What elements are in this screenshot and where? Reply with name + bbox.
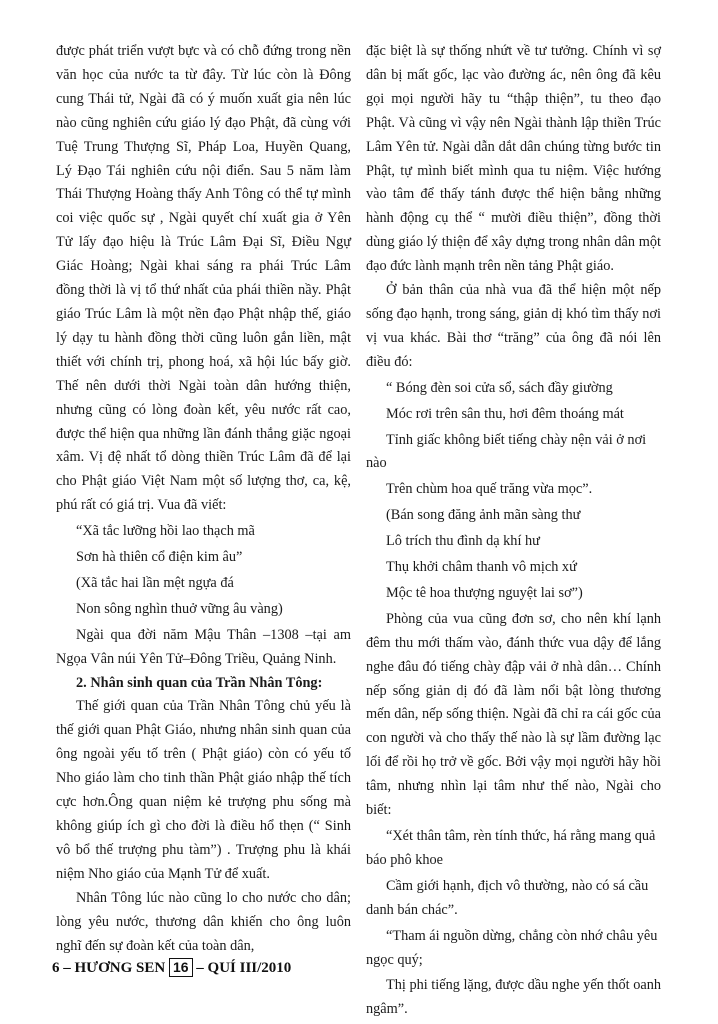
paragraph: Ngài qua đời năm Mậu Thân –1308 –tại am Ngọa Vân núi Yên Tử–Đông Triều, Quảng Ninh. — [56, 626, 351, 667]
verse-line: Tỉnh giấc không biết tiếng chày nện vải ở nơi nào — [366, 431, 647, 472]
footer-separator: – — [63, 960, 71, 976]
left-column — [56, 40, 351, 958]
verse-line: (Bán song đăng ảnh mãn sàng thư — [386, 507, 581, 524]
verse-line: “ Bóng đèn soi cửa sổ, sách đầy giường — [386, 379, 613, 396]
paragraph: đặc biệt là sự thống nhứt về tư tưởng. Chính vì sợ dân bị mất gốc, lạc vào đường ác, nên ông đã kêu gọi mọi người hãy tu “thập thiện”, tu theo đạo Phật. Và cũng vì vậy nên Ngài thành lập thiền Trúc Lâm Yên tử. Ngài dẫn dắt dân chúng từng bước tin Phật, tự mình biết mình qua tu niệm. Việc hướng vào tâm để thấy tánh được thể hiện bằng những hành động cụ thể “ mười điều thiện”, đồng thời dùng giáo lý thiện để xây dựng trong nhân dân một đạo đức lành mạnh trên nền tảng Phật giáo. — [366, 43, 661, 275]
section-heading: 2. Nhân sinh quan của Trần Nhân Tông: — [76, 674, 323, 691]
verse-line: Móc rơi trên sân thu, hơi đêm thoáng mát — [386, 405, 624, 422]
issue-number: 16 — [169, 958, 193, 977]
verse-line: Thụ khởi châm thanh vô mịch xứ — [386, 559, 577, 576]
paragraph: Thế giới quan của Trần Nhân Tông chủ yếu là thế giới quan Phật Giáo, nhưng nhân sinh quan của ông ngoài yếu tố trên ( Phật giáo) còn có yếu tố Nho giáo làm cho tinh thần Phật giáo nhập thế tích cực hơn.Ông quan niệm kẻ trượng phu sống mà không giúp ích gì cho đời là điều hổ thẹn (“ Sinh vô bổ thế trượng phu tàm”) . Trượng phu là khái niệm Nho giáo của Mạnh Tử để xuất. — [56, 698, 351, 882]
page-footer — [52, 958, 291, 978]
verse-line: Lô trích thu đình dạ khí hư — [386, 533, 540, 550]
page-number: 6 — [52, 960, 60, 976]
paragraph: Ở bản thân của nhà vua đã thể hiện một nếp sống đạo hạnh, trong sáng, giản dị khó tìm thấy nơi vị vua khác. Bài thơ “trăng” của ông đã nói lên điều đó: — [366, 282, 661, 370]
verse-line: Cầm giới hạnh, địch vô thường, nào có sá cầu danh bán chác”. — [366, 877, 649, 918]
verse-line: Thị phi tiếng lặng, được dầu nghe yến thốt oanh ngâm”. — [366, 977, 661, 1018]
right-column — [366, 40, 661, 1024]
issue-quarter: QUÍ III/2010 — [207, 960, 292, 976]
paragraph: Nhân Tông lúc nào cũng lo cho nước cho dân; lòng yêu nước, thương dân khiến cho ông luôn nghĩ đến sự đoàn kết của toàn dân, — [56, 889, 351, 954]
paragraph: được phát triển vượt bực và có chỗ đứng trong nền văn học của nước ta từ đây. Từ lúc còn là Đông cung Thái tử, Ngài đã có ý muốn xuất gia nên lúc nào cũng nghiên cứu giáo lý đạo Phật, đã cùng với Tuệ Trung Thượng Sĩ, Pháp Loa, Huyền Quang, Lý Đạo Tái nghiên cứu nội điển. Sau 5 năm làm Thái Thượng Hoàng thấy Anh Tông có thể tự mình coi việc quốc sự , Ngài quyết chí xuất gia ở Yên Tử lấy đạo hiệu là Trúc Lâm Đại Sĩ, Điều Ngự Giác Hoàng; Ngài khai sáng ra phái Trúc Lâm đồng thời là vị tổ thứ nhất của phái thiền nầy. Phật giáo Trúc Lâm là một nền đạo Phật nhập thế, giáo lý dạy tu hành đồng thời cũng luôn gắn liền, mật thiết với chính trị, phong hoá, xã hội lúc bấy giờ. Thế nên dưới thời Ngài toàn dân hướng thiện, nhưng cũng có lòng đoàn kết, yêu nước rất cao, được thể hiện qua những lần đánh thắng giặc ngoại xâm. Vị đệ nhất tổ dòng thiền Trúc Lâm đã để lại cho Phật giáo Việt Nam một số lượng thơ, ca, kệ, phú rất có giá trị. Vua đã viết: — [56, 43, 351, 514]
footer-separator: – — [196, 960, 204, 976]
verse-line: Non sông nghìn thuở vững âu vàng) — [76, 600, 283, 617]
verse-line: Sơn hà thiên cổ điện kim âu” — [76, 549, 243, 566]
verse-line: Mộc tê hoa thượng nguyệt lai sơ”) — [386, 584, 583, 601]
verse-line: “Xã tắc lưỡng hồi lao thạch mã — [76, 523, 255, 540]
verse-line: “Xét thân tâm, rèn tính thức, há rằng mang quả báo phô khoe — [366, 828, 656, 868]
paragraph: Phòng của vua cũng đơn sơ, cho nên khí lạnh đêm thu mới thấm vào, đánh thức vua dậy để lắng nghe đâu đó tiếng chày đập vải ở nhà dân… Chính nếp sống giản dị đó đã làm nổi bật lòng thương mến dân, nếp sống thiện. Ngài đã chỉ ra cái gốc của con người và cho thấy thế nào là sự lầm đường lạc lối để rồi họ trở về gốc. Bởi vậy mọi người hãy hồi tâm, nhưng nhìn lại tâm như thế nào, Ngài cho biết: — [366, 610, 661, 819]
verse-line: (Xã tắc hai lần mệt ngựa đá — [76, 574, 234, 591]
verse-line: Trên chùm hoa quế trăng vừa mọc”. — [386, 481, 593, 498]
verse-line: “Tham ái nguồn dừng, chẳng còn nhớ châu yêu ngọc quý; — [366, 927, 658, 968]
magazine-title: HƯƠNG SEN — [74, 960, 166, 976]
